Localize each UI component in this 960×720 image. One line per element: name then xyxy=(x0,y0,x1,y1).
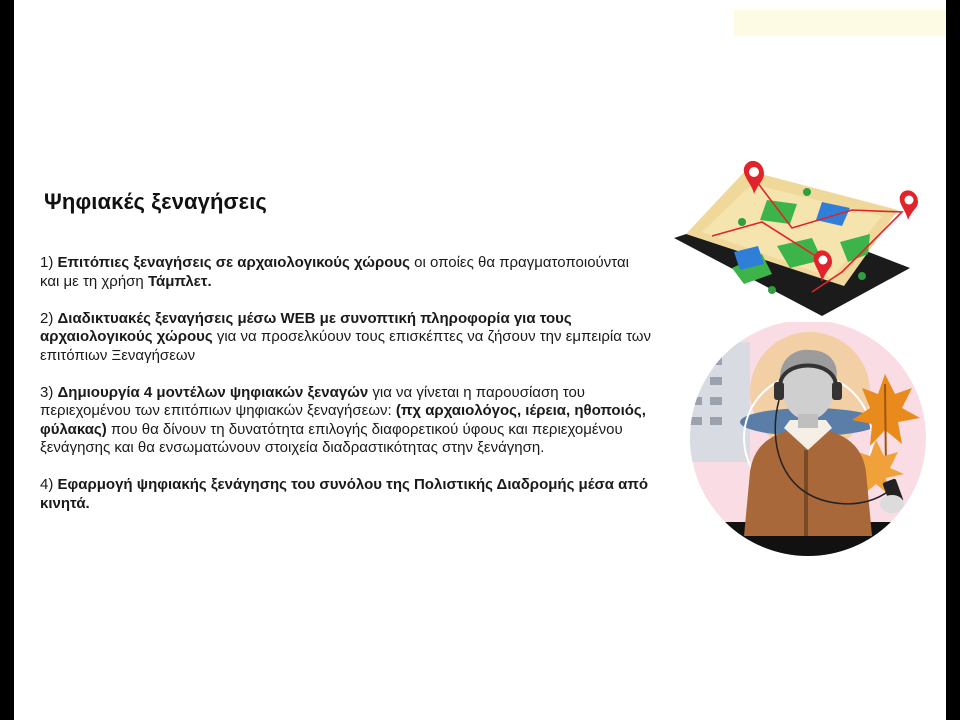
location-pin-icon xyxy=(900,190,918,220)
item-bold: Διαδικτυακές ξεναγήσεις μέσω WEB με συνοπτική πληροφορία για τους αρχαιολογικούς χώρους xyxy=(40,309,572,345)
item-number: 4) xyxy=(40,476,58,493)
item-bold: Εφαρμογή ψηφιακής ξενάγησης του συνόλου της Πολιστικής Διαδρομής μέσα από κινητά. xyxy=(40,476,649,512)
item-text: για να προσελκύουν τους επισκέπτες να ζήσουν την εμπειρία των επιτόπιων Ξεναγήσεων xyxy=(40,328,652,364)
item-bold: (πχ αρχαιολόγος, ιέρεια, ηθοποιός, φύλακας) xyxy=(40,402,646,438)
list-item-2 xyxy=(40,310,652,366)
list-item-3 xyxy=(40,384,652,458)
headphone-ear xyxy=(832,382,842,400)
list-item-1 xyxy=(40,254,652,291)
item-bold: Επιτόπιες ξεναγήσεις σε αρχαιολογικούς χώρους xyxy=(57,254,410,271)
hand xyxy=(880,495,904,513)
item-text: οι οποίες θα πραγματοποιούνται και με τη χρήση xyxy=(40,254,629,290)
item-text: που θα δίνουν τη δυνατότητα επιλογής διαφορετικού ύφους και περιεχομένου ξενάγησης και θα ενσωματώνουν στοιχεία διαδραστικότητας στην ξενάγηση. xyxy=(40,420,623,456)
tree-icon xyxy=(768,286,776,294)
tablet-map-illustration xyxy=(672,150,922,325)
item-bold: Δημιουργία 4 μοντέλων ψηφιακών ξεναγών xyxy=(57,383,369,401)
headphone-ear xyxy=(774,382,784,400)
top-banner xyxy=(734,10,946,36)
item-text: για να γίνεται η παρουσίαση του περιεχομένου των επιτόπιων ψηφιακών ξεναγήσεων: xyxy=(40,383,585,419)
list-item-4 xyxy=(40,476,652,513)
tree-icon xyxy=(803,188,811,196)
tree-icon xyxy=(738,218,746,226)
slide-title: Ψηφιακές ξεναγήσεις xyxy=(44,189,267,214)
tree-icon xyxy=(858,272,866,280)
item-number: 1) xyxy=(40,254,58,271)
audio-guide-illustration xyxy=(680,322,936,568)
slide xyxy=(14,0,946,720)
item-number: 3) xyxy=(40,383,58,401)
slide-body xyxy=(40,254,652,532)
item-bold: Τάμπλετ. xyxy=(147,272,212,290)
statue-neck xyxy=(798,414,818,428)
item-number: 2) xyxy=(40,309,58,327)
